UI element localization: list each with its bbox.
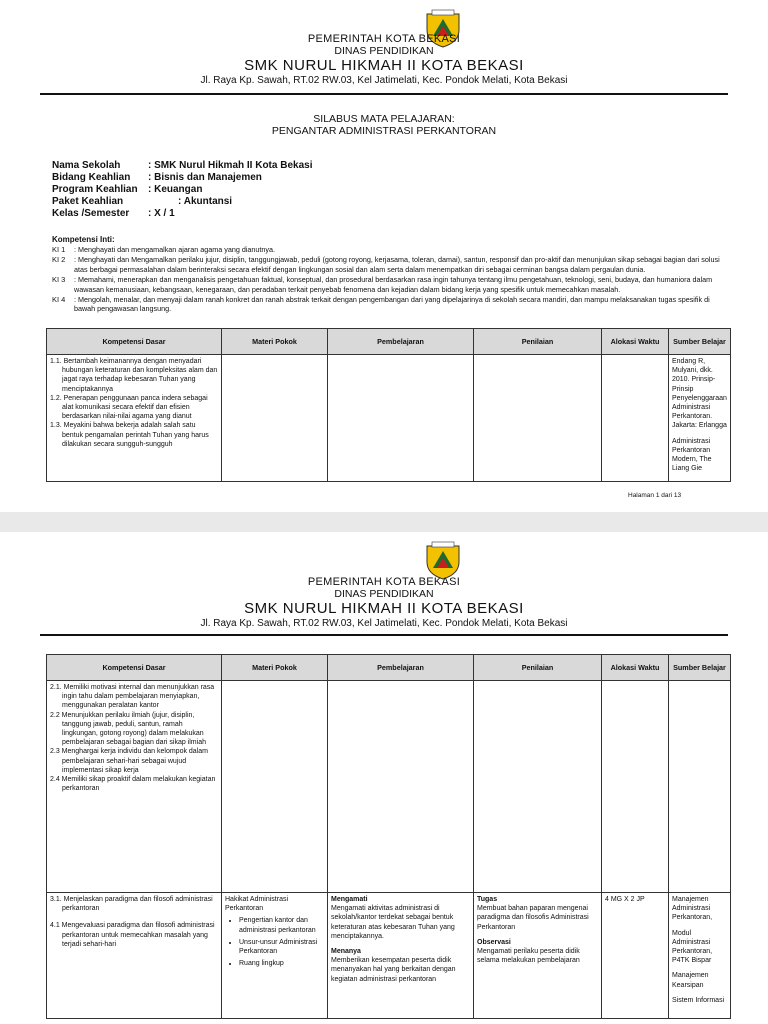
info-value: : SMK Nurul Hikmah II Kota Bekasi [148,160,313,171]
kd-cell [47,681,222,893]
kd-item: 4.1 Mengevaluasi paradigma dan filosofi administrasi perkantoran untuk memecahkan masalah yang terjadi sehari-hari [50,922,215,948]
info-block [52,160,652,220]
kd-item: 1.2. Penerapan penggunaan panca indera sebagai alat komunikasi secara efektif dan efisien berdasarkan nilai-nilai agama yang dianut [50,394,208,421]
penilaian-text: Membuat bahan paparan mengenai paradigma dan filosofis Administrasi Perkantoran [477,905,589,931]
sumber-cell [669,681,731,893]
header-alokasi-waktu: Alokasi Waktu [602,329,669,355]
materi-item: • Pengertian kantor dan administrasi perkantoran [239,916,324,934]
header-rule [40,634,728,636]
penilaian-cell [474,355,602,482]
info-label: Program Keahlian [52,184,138,195]
alokasi-value: 4 MG X 2 JP [605,896,645,903]
penilaian-cell [474,681,602,893]
alokasi-cell [602,681,669,893]
materi-item: • Ruang lingkup [239,959,324,968]
pembelajaran-text: Memberikan kesempatan peserta didik menanyakan hal yang berkaitan dengan kegiatan administrasi perkantoran [331,957,456,983]
sumber-cell [669,355,731,482]
ki-text: : Menghayati dan mengamalkan ajaran agama yang dianutnya. [74,245,275,254]
pembelajaran-cell [328,355,474,482]
header-sumber-belajar: Sumber Belajar [669,329,731,355]
school-address: Jl. Raya Kp. Sawah, RT.02 RW.03, Kel Jatimelati, Kec. Pondok Melati, Kota Bekasi [200,75,568,86]
header-line-2: DINAS PENDIDIKAN [334,588,434,600]
info-label: Bidang Keahlian [52,172,131,183]
alokasi-cell [602,355,669,482]
info-value: : Keuangan [148,184,203,195]
school-address: Jl. Raya Kp. Sawah, RT.02 RW.03, Kel Jatimelati, Kec. Pondok Melati, Kota Bekasi [200,618,568,629]
header-kompetensi-dasar: Kompetensi Dasar [47,329,222,355]
header-rule [40,93,728,95]
header-line-1: PEMERINTAH KOTA BEKASI [307,576,461,588]
info-value: : X / 1 [148,208,175,219]
penilaian-heading: Observasi [477,938,511,946]
sumber-cell [669,893,731,1019]
pembelajaran-text: Mengamati aktivitas administrasi di sekolah/kantor terdekat sebagai bentuk keteraturan atas kebesaran Tuhan yang menciptakannya. [331,905,455,940]
penilaian-heading: Tugas [477,896,498,903]
source-item: Manajemen Kearsipan [672,972,709,989]
source-item: Administrasi Perkantoran Modern, The Liang Gie [672,437,712,473]
school-name: SMK NURUL HIKMAH II KOTA BEKASI [244,600,524,617]
materi-cell [222,681,328,893]
ki-text: : Mengolah, menalar, dan menyaji dalam ranah konkret dan ranah abstrak terkait dengan pengembangan dari yang dipelajarinya di sekolah secara mandiri, dan mampu melaksanakan tugas spesifik di bawah pengawasan langsung. [74,295,710,314]
kd-item: 3.1. Menjelaskan paradigma dan filosofi administrasi perkantoran [50,896,213,913]
source-item: Modul Administrasi Perkantoran, P4TK Bispar [672,929,713,965]
ki-text: : Menghayati dan Mengamalkan perilaku jujur, disiplin, tanggungjawab, peduli (gotong royong, kerjasama, toleran, damai), santun, responsif dan pro-aktif dan menunjukan sikap sebagai bagian dari solusi atas berbagai permasalahan dalam berinteraksi secara efektif dengan lingkungan sosial dan alam serta dalam menempatkan diri sebagai cerminan bangsa dalam pergaulan dunia. [74,255,720,274]
syllabus-table-page-1 [46,328,731,482]
pembelajaran-heading: Menanya [331,948,361,956]
kd-item: 2.1. Memiliki motivasi internal dan menunjukkan rasa ingin tahu dalam pembelajaran menyiapkan, menggunakan peralatan kantor [50,684,215,710]
kd-item: 2.2 Menunjukkan perilaku ilmiah (jujur, disiplin, tanggung jawab, peduli, santun, ramah lingkungan, gotong royong) dalam melakukan pembelajaran sebagai bagian dari sikap ilmiah [50,711,206,747]
info-label: Nama Sekolah [52,160,121,171]
school-name: SMK NURUL HIKMAH II KOTA BEKASI [244,57,524,74]
info-label: Kelas /Semester [52,208,130,219]
header-penilaian: Penilaian [474,655,602,681]
subject-title: PENGANTAR ADMINISTRASI PERKANTORAN [271,125,497,137]
pembelajaran-cell [328,893,474,1019]
kd-item: 2.4 Memiliki sikap proaktif dalam melakukan kegiatan perkantoran [50,776,216,793]
info-value: : Akuntansi [178,196,233,207]
materi-cell [222,893,328,1019]
header-penilaian: Penilaian [474,329,602,355]
header-pembelajaran: Pembelajaran [328,655,474,681]
syllabus-table-page-2 [46,654,731,1019]
materi-title: Hakikat Administrasi Perkantoran [225,896,289,913]
syllabus-title: SILABUS MATA PELAJARAN: [313,113,455,125]
kd-item: 1.1. Bertambah keimanannya dengan menyadari hubungan keteraturan dan kompleksitas alam dan jagat raya terhadap kebesaran Tuhan yang menciptakannya [50,358,218,393]
materi-list [225,916,324,968]
page-number: Halaman 1 dari 13 [628,492,682,499]
header-line-2: DINAS PENDIDIKAN [334,45,434,57]
ki-label: KI 3 [52,275,66,285]
header-materi-pokok: Materi Pokok [222,655,328,681]
kd-cell [47,893,222,1019]
header-materi-pokok: Materi Pokok [222,329,328,355]
header-kompetensi-dasar: Kompetensi Dasar [47,655,222,681]
page-gap [0,512,768,532]
info-value: : Bisnis dan Manajemen [148,172,262,183]
header-line-1: PEMERINTAH KOTA BEKASI [307,33,461,45]
kd-cell [47,355,222,482]
school-logo-icon [424,540,462,580]
source-item: Endang R, Mulyani, dkk. 2010. Prinsip-Prinsip Penyelenggaraan Administrasi Perkantoran. Jakarta: Erlangga [672,358,727,430]
ki-label: KI 1 [52,245,66,254]
ki-label: KI 4 [52,295,66,305]
kd-item: 1.3. Meyakini bahwa bekerja adalah salah satu bentuk pengamalan perintah Tuhan yang harus dilakukan secara sungguh-sungguh [50,422,209,448]
materi-cell [222,355,328,482]
pembelajaran-cell [328,681,474,893]
kompetensi-inti-list [52,245,728,314]
materi-item: • Unsur-unsur Administrasi Perkantoran [239,938,324,956]
pembelajaran-heading: Mengamati [331,896,368,903]
source-item: Manajemen Administrasi Perkantoran, [672,896,713,922]
source-item: Sistem Informasi [672,996,725,1004]
penilaian-cell [474,893,602,1019]
header-alokasi-waktu: Alokasi Waktu [602,655,669,681]
header-pembelajaran: Pembelajaran [328,329,474,355]
ki-label: KI 2 [52,255,66,265]
info-label: Paket Keahlian [52,196,124,207]
alokasi-cell [602,893,669,1019]
header-sumber-belajar: Sumber Belajar [669,655,731,681]
ki-text: : Memahami, menerapkan dan menganalisis pengetahuan faktual, konseptual, dan prosedural berdasarkan rasa ingin tahunya tentang ilmu pengetahuan, teknologi, seni, budaya, dan humaniora dalam wawasan kemanusiaan, kebangsaan, kenegaraan, dan peradaban terkait penyebab fenomena dan kejadian dalam bidang kerja yang spesifik untuk memecahkan masalah. [74,275,713,294]
kd-item: 2.3 Menghargai kerja individu dan kelompok dalam pembelajaran sehari-hari sebagai wujud implementasi sikap kerja [50,748,208,774]
page-2 [0,532,768,1024]
kompetensi-inti-title: Kompetensi Inti: [52,235,115,244]
penilaian-text: Mengamati perilaku peserta didik selama melakukan pembelajaran [477,948,580,965]
